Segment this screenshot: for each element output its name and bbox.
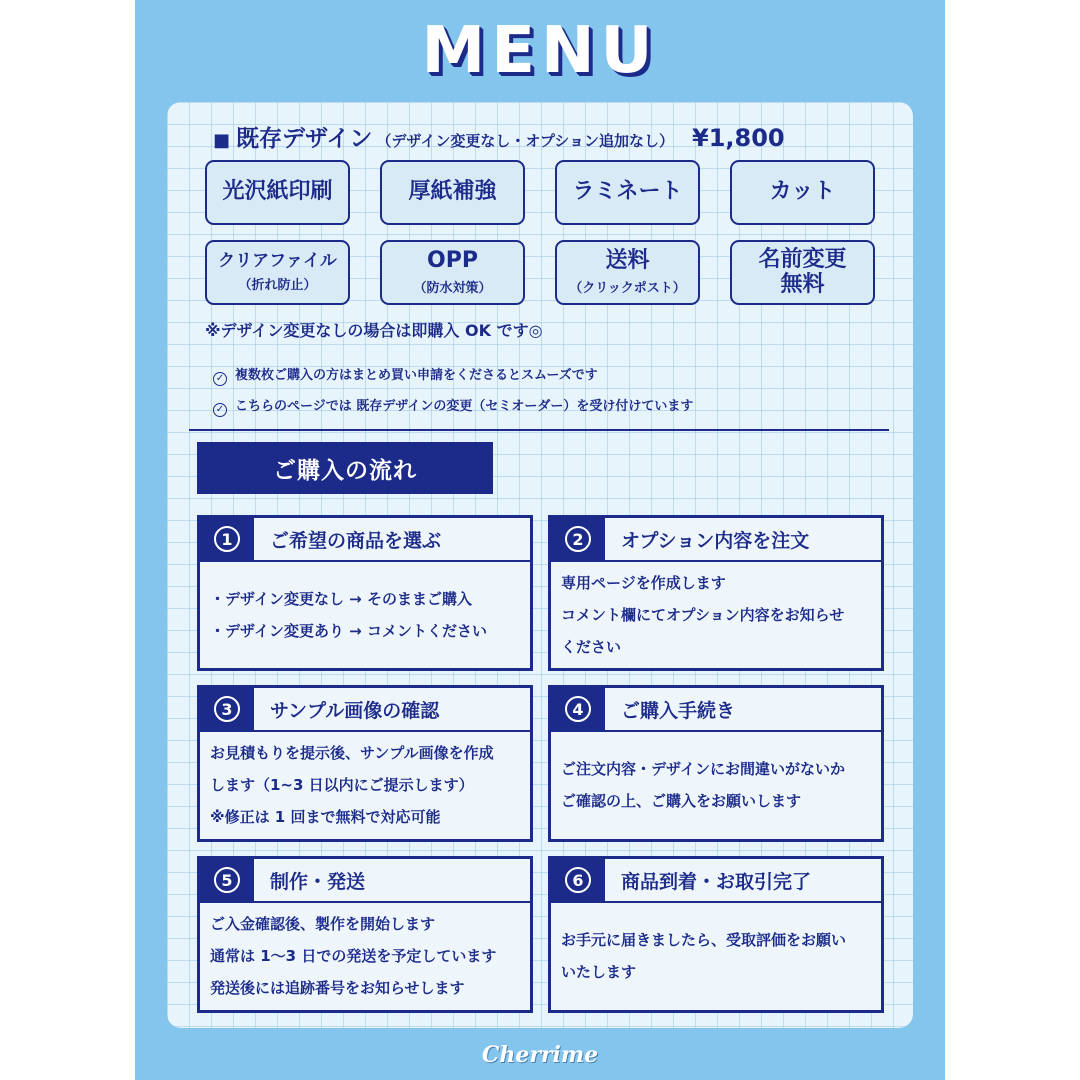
menu-panel (135, 0, 945, 1080)
step-line: ・デザイン変更あり → コメントください (210, 621, 487, 640)
check-circle-icon: ✓ (213, 403, 227, 417)
existing-design-sub: （デザイン変更なし・オプション追加なし） (376, 132, 675, 150)
step-number-badge (551, 687, 605, 731)
option-shipping (555, 240, 700, 305)
step-line: コメント欄にてオプション内容をお知らせ (561, 605, 845, 624)
step-line: します（1~3 日以内にご提示します） (210, 776, 474, 794)
check-line (213, 364, 598, 386)
check-text: 複数枚ご購入の方はまとめ買い申請をくださるとスムーズです (235, 368, 598, 383)
option-label: 送料 (605, 247, 650, 273)
step-number: 1 (214, 526, 240, 552)
menu-card (167, 102, 913, 1028)
step-line: ご入金確認後、製作を開始します (210, 915, 436, 933)
step-number-badge (551, 517, 605, 561)
step-body (551, 562, 881, 667)
existing-design-price: ¥1,800 (692, 124, 785, 152)
check-line (213, 395, 693, 417)
step-title: 制作・発送 (270, 870, 366, 893)
step-3-card (197, 685, 533, 842)
existing-design-label: 既存デザイン (236, 126, 373, 152)
step-line: いたします (561, 963, 637, 981)
step-number-badge (551, 858, 605, 902)
existing-design-heading (213, 120, 785, 153)
step-header (200, 688, 530, 732)
option-note: （クリックポスト） (569, 281, 686, 297)
square-bullet-icon: ■ (213, 130, 231, 151)
option-thick-paper (380, 160, 525, 225)
step-line: ください (561, 637, 622, 656)
step-title: ご購入手続き (621, 699, 736, 722)
option-label: 光沢紙印刷 (222, 179, 333, 205)
step-line: お手元に届きましたら、受取評価をお願い (561, 931, 847, 949)
step-number: 3 (214, 696, 240, 722)
step-number-badge (200, 858, 254, 902)
step-title: サンプル画像の確認 (270, 699, 440, 722)
step-line: 発送後には追跡番号をお知らせします (210, 979, 465, 997)
step-number: 5 (214, 867, 240, 893)
step-line: 通常は 1〜3 日での発送を予定しています (210, 947, 497, 965)
section-divider (189, 429, 889, 431)
option-cut (730, 160, 875, 225)
option-note: （折れ防止） (238, 278, 317, 294)
step-header (551, 688, 881, 732)
check-text: こちらのページでは 既存デザインの変更（セミオーダー）を受け付けています (235, 399, 694, 414)
step-title: 商品到着・お取引完了 (621, 870, 812, 893)
step-2-card (548, 515, 884, 671)
step-header (200, 859, 530, 903)
option-glossy-paper (205, 160, 350, 225)
step-4-card (548, 685, 884, 842)
step-6-card (548, 856, 884, 1013)
option-note: （防水対策） (413, 281, 492, 297)
option-label: クリアファイル (218, 250, 337, 271)
option-note: 無料 (780, 271, 825, 297)
option-label: OPP (427, 247, 478, 273)
step-number-badge (200, 517, 254, 561)
step-number: 6 (565, 867, 591, 893)
brand-logo: Cherrime (481, 1042, 599, 1068)
step-number: 4 (565, 696, 591, 722)
check-circle-icon: ✓ (213, 372, 227, 386)
option-opp (380, 240, 525, 305)
option-name-change (730, 240, 875, 305)
step-header (200, 518, 530, 562)
step-body (200, 562, 530, 667)
step-line: 専用ページを作成します (561, 573, 726, 592)
step-number-badge (200, 687, 254, 731)
purchase-flow-heading: ご購入の流れ (197, 442, 493, 494)
step-title: ご希望の商品を選ぶ (270, 529, 442, 552)
step-body (551, 903, 881, 1009)
step-line: ・デザイン変更なし → そのままご購入 (210, 589, 472, 608)
step-body (551, 732, 881, 838)
option-label: カット (769, 179, 836, 205)
step-line: ※修正は 1 回まで無料で対応可能 (210, 808, 441, 826)
step-5-card (197, 856, 533, 1013)
option-clear-file (205, 240, 350, 305)
page-title: MENU (421, 14, 659, 88)
step-header (551, 518, 881, 562)
step-1-card (197, 515, 533, 671)
step-header (551, 859, 881, 903)
step-line: お見積もりを提示後、サンプル画像を作成 (210, 744, 494, 762)
step-body (200, 732, 530, 838)
step-number: 2 (565, 526, 591, 552)
immediate-purchase-note: ※デザイン変更なしの場合は即購入 OK です◎ (205, 321, 543, 340)
step-title: オプション内容を注文 (621, 529, 810, 552)
option-label: 名前変更 (758, 247, 847, 273)
step-line: ご確認の上、ご購入をお願いします (561, 792, 802, 810)
option-label: ラミネート (572, 179, 683, 205)
option-label: 厚紙補強 (408, 179, 497, 205)
option-laminate (555, 160, 700, 225)
step-line: ご注文内容・デザインにお間違いがないか (561, 760, 845, 778)
step-body (200, 903, 530, 1009)
